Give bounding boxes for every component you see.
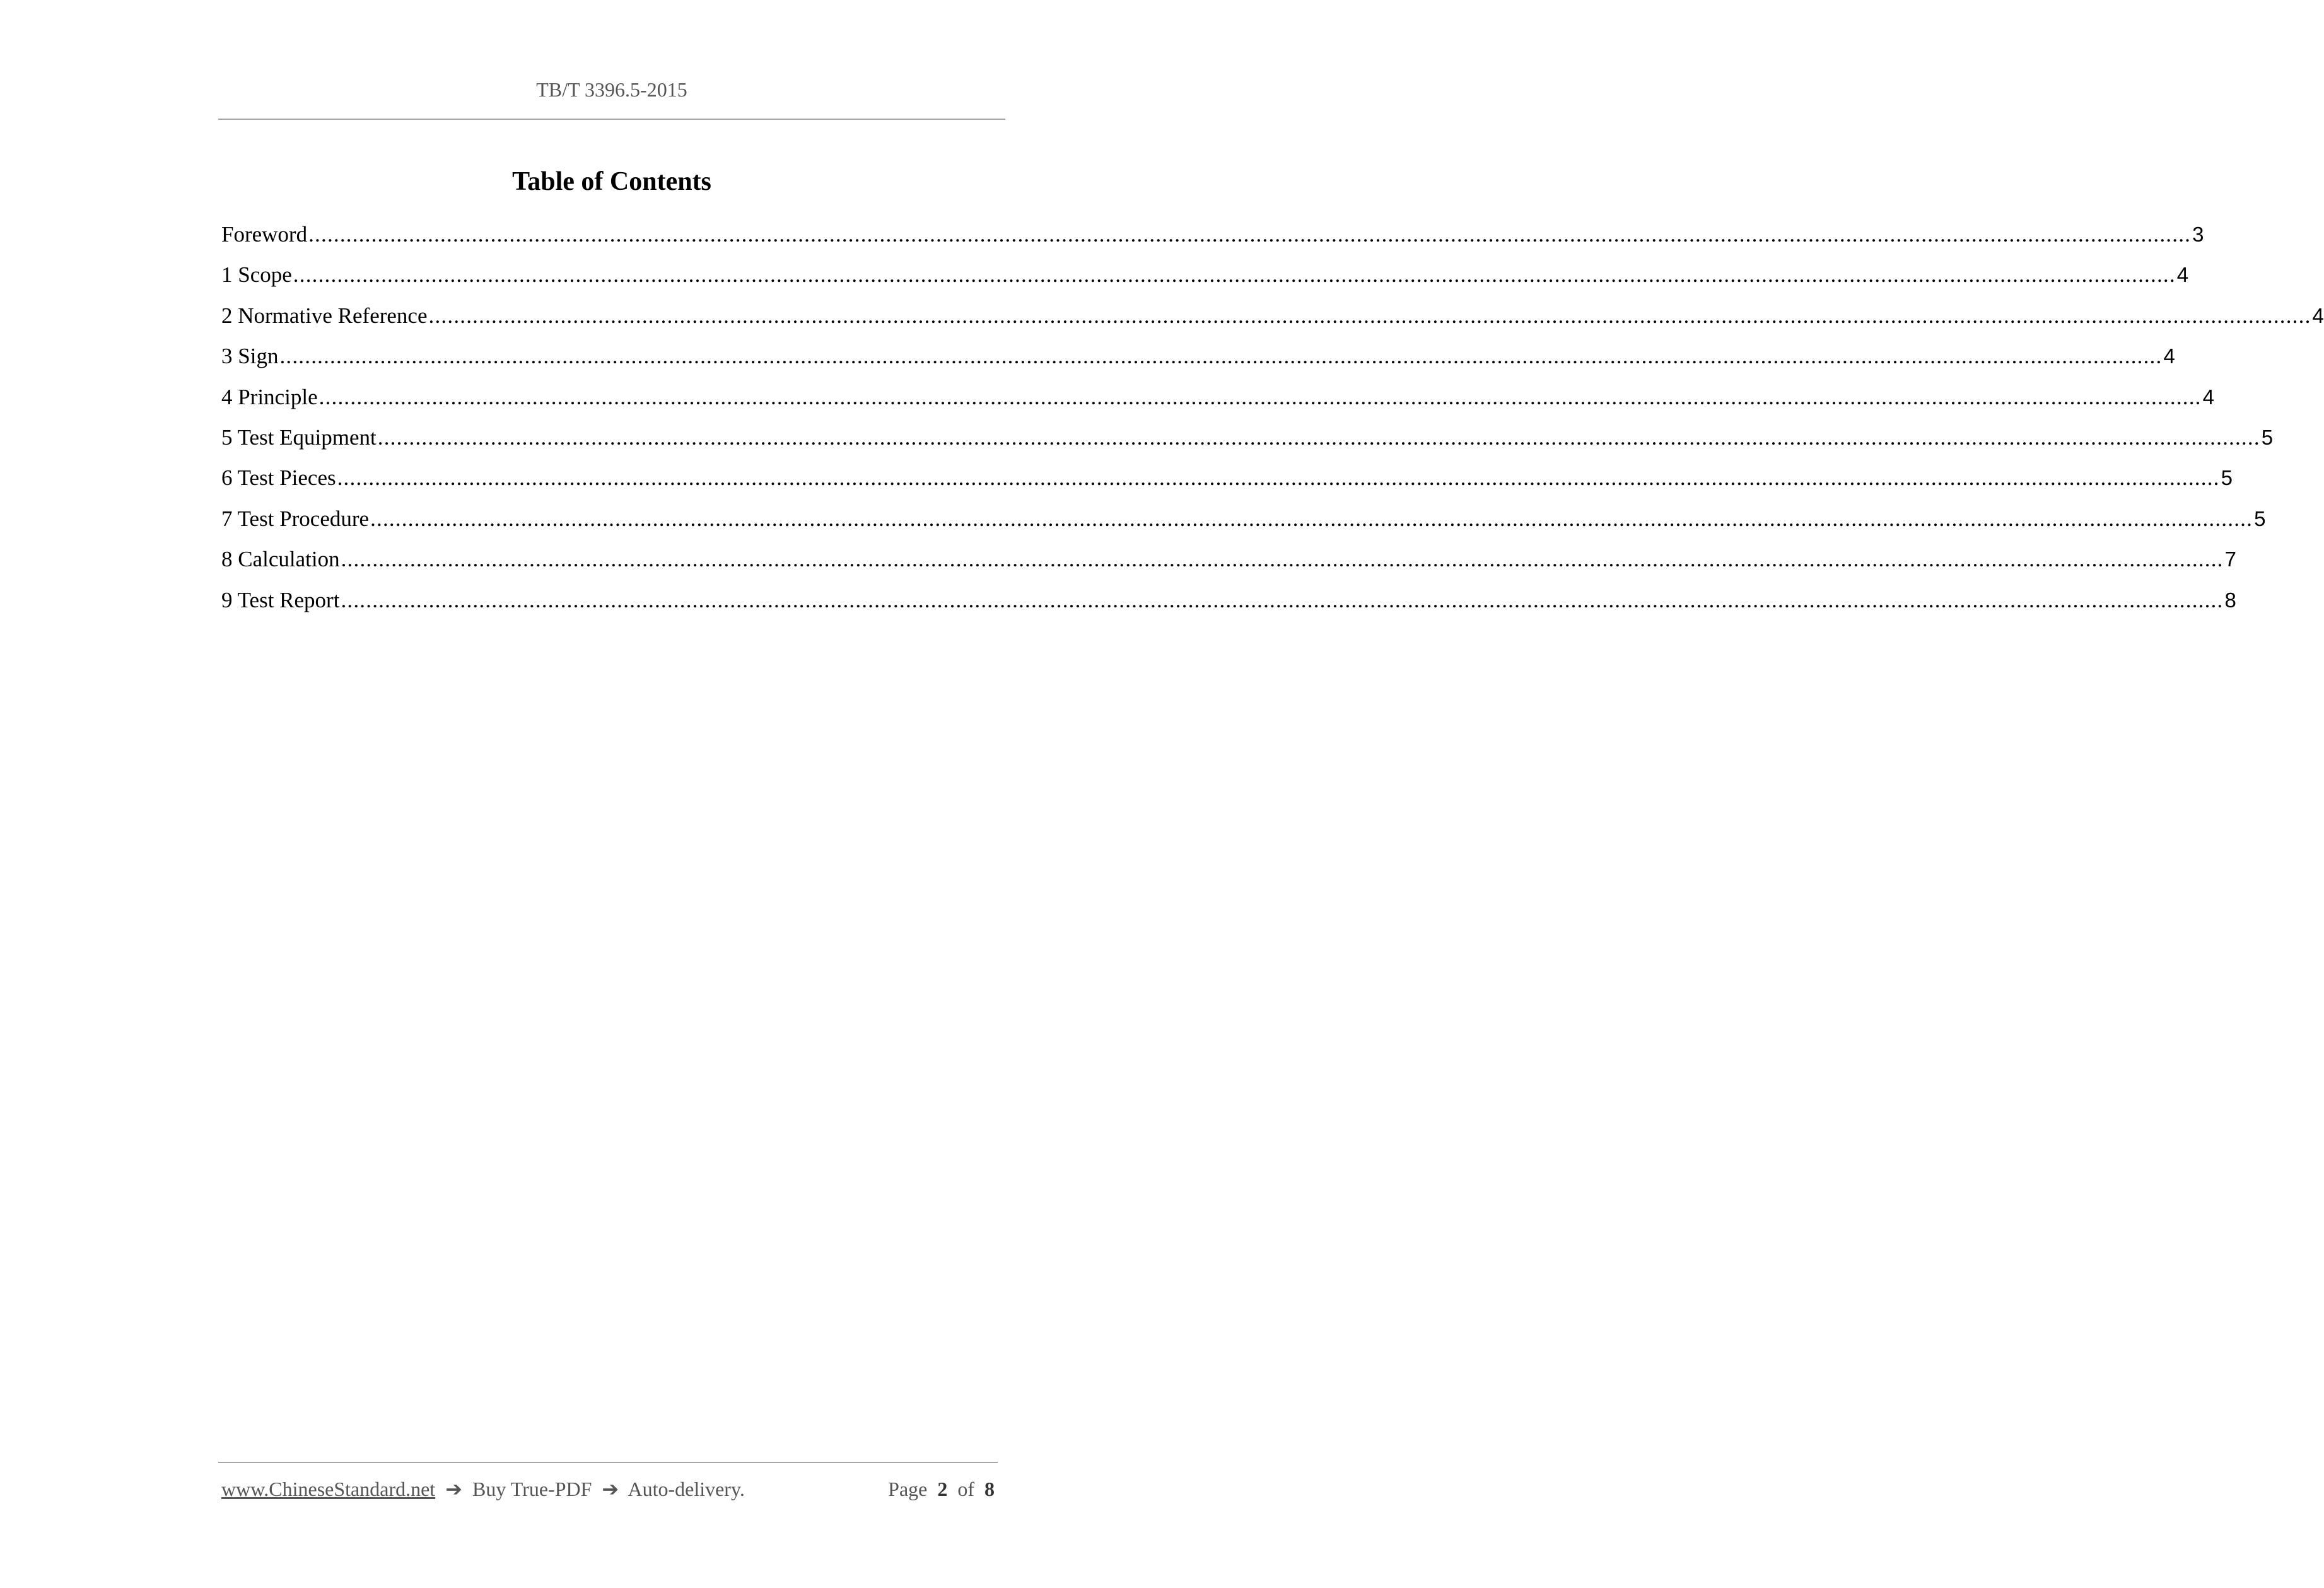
toc-entry-label: 1 Scope	[221, 262, 292, 288]
toc-entry-test-equipment[interactable]	[221, 424, 2274, 465]
toc-leader-dots: ............................................................................................................................................................................................................................................................................................................	[377, 424, 2260, 450]
toc-entry-page: 4	[2163, 344, 2175, 368]
toc-entry-page: 5	[2261, 425, 2274, 449]
toc-entry-label: 7 Test Procedure	[221, 506, 370, 531]
toc-entry-principle[interactable]	[221, 384, 2214, 425]
page-total: 8	[984, 1478, 995, 1500]
website-link[interactable]: www.ChineseStandard.net	[221, 1478, 436, 1500]
arrow-right-icon: ➔	[602, 1478, 619, 1500]
toc-entry-page: 8	[2224, 588, 2236, 612]
toc-leader-dots: ............................................................................................................................................................................................................................................................................................................	[308, 222, 2192, 247]
toc-entry-normative-reference[interactable]	[221, 303, 2324, 344]
toc-leader-dots: ............................................................................................................................................................................................................................................................................................................	[341, 547, 2224, 572]
toc-entry-scope[interactable]	[221, 262, 2189, 303]
toc-entry-page: 4	[2176, 263, 2189, 287]
toc-title: Table of Contents	[512, 167, 711, 196]
auto-delivery-text: Auto-delivery.	[628, 1478, 745, 1500]
toc-entry-test-report[interactable]	[221, 587, 2236, 628]
toc-entry-page: 4	[2202, 385, 2214, 409]
page-current: 2	[937, 1478, 948, 1500]
toc-entry-page: 5	[2221, 466, 2233, 490]
toc-entry-sign[interactable]	[221, 344, 2175, 384]
toc-entry-test-pieces[interactable]	[221, 465, 2233, 506]
toc-leader-dots: ............................................................................................................................................................................................................................................................................................................	[370, 506, 2253, 531]
toc-entry-label: 2 Normative Reference	[221, 303, 428, 328]
page-number	[888, 1478, 995, 1501]
toc-entry-test-procedure[interactable]	[221, 506, 2266, 547]
document-header: TB/T 3396.5-2015	[536, 78, 687, 101]
toc-entry-label: 6 Test Pieces	[221, 465, 336, 491]
toc-entry-foreword[interactable]	[221, 222, 2204, 262]
page-word: Page	[888, 1478, 928, 1500]
footer-promo	[221, 1477, 745, 1501]
header-divider	[218, 119, 1005, 120]
toc-entry-page: 4	[2312, 303, 2324, 327]
toc-entry-label: 9 Test Report	[221, 587, 340, 612]
buy-pdf-text: Buy True-PDF	[472, 1478, 592, 1500]
toc-entry-label: 8 Calculation	[221, 547, 340, 572]
toc-entry-calculation[interactable]	[221, 547, 2236, 587]
toc-entry-label: 4 Principle	[221, 384, 318, 409]
footer-divider	[218, 1462, 998, 1463]
toc-leader-dots: ............................................................................................................................................................................................................................................................................................................	[337, 465, 2220, 491]
toc-entry-label: Foreword	[221, 222, 308, 247]
toc-leader-dots: ............................................................................................................................................................................................................................................................................................................	[293, 262, 2176, 288]
toc-leader-dots: ............................................................................................................................................................................................................................................................................................................	[428, 303, 2311, 328]
toc-entry-label: 3 Sign	[221, 344, 279, 369]
toc-entry-label: 5 Test Equipment	[221, 424, 377, 450]
toc-entry-page: 5	[2254, 506, 2266, 530]
toc-leader-dots: ............................................................................................................................................................................................................................................................................................................	[318, 384, 2202, 409]
page-footer	[221, 1477, 995, 1501]
toc-entry-page: 3	[2192, 223, 2204, 246]
page-of-word: of	[957, 1478, 974, 1500]
toc-list	[221, 222, 2324, 628]
toc-leader-dots: ............................................................................................................................................................................................................................................................................................................	[279, 344, 2163, 369]
toc-entry-page: 7	[2224, 547, 2236, 571]
arrow-right-icon: ➔	[445, 1478, 462, 1500]
toc-leader-dots: ............................................................................................................................................................................................................................................................................................................	[341, 587, 2224, 612]
